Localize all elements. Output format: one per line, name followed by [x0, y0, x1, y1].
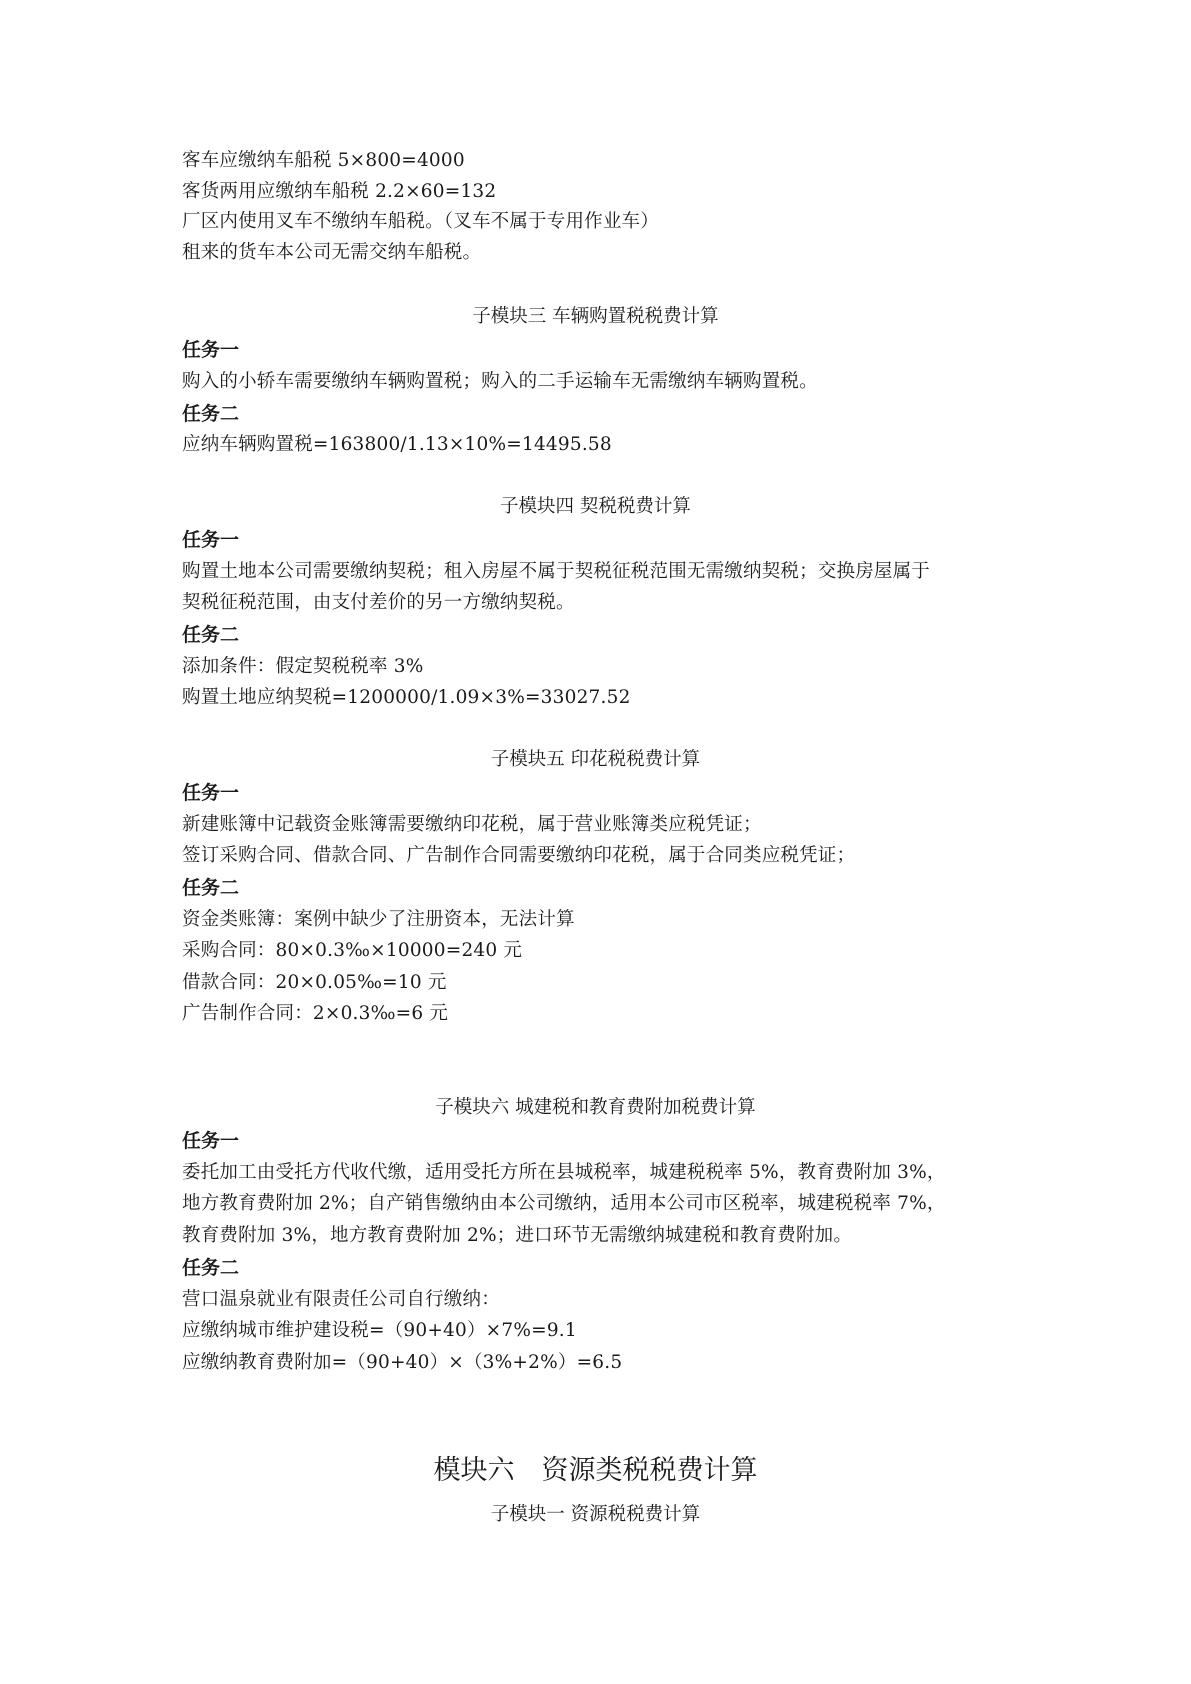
submodule-title: 子模块一 资源税税费计算 — [490, 1504, 701, 1525]
paragraph-line: 客车应缴纳车船税 5×800=4000 — [182, 150, 465, 171]
paragraph-line: 租来的货车本公司无需交纳车船税。 — [182, 242, 482, 263]
paragraph-line: 厂区内使用叉车不缴纳车船税。（叉车不属于专用作业车） — [182, 211, 659, 232]
task-heading: 任务一 — [182, 529, 240, 551]
paragraph-line: 应纳车辆购置税=163800/1.13×10%=14495.58 — [182, 434, 612, 455]
paragraph-line: 新建账簿中记载资金账簿需要缴纳印花税，属于营业账簿类应税凭证； — [182, 814, 762, 835]
paragraph-line: 应缴纳城市维护建设税=（90+40）×7%=9.1 — [182, 1320, 577, 1341]
submodule-title: 子模块六 城建税和教育费附加税费计算 — [435, 1097, 756, 1118]
submodule-title: 子模块四 契税税费计算 — [500, 496, 691, 517]
task-heading: 任务二 — [182, 403, 240, 425]
task-heading: 任务一 — [182, 782, 240, 804]
task-heading: 任务二 — [182, 1257, 240, 1279]
paragraph-line: 购入的小轿车需要缴纳车辆购置税；购入的二手运输车无需缴纳车辆购置税。 — [182, 371, 818, 392]
paragraph-line: 营口温泉就业有限责任公司自行缴纳： — [182, 1289, 500, 1310]
task-heading: 任务二 — [182, 877, 240, 899]
paragraph-line: 签订采购合同、借款合同、广告制作合同需要缴纳印花税，属于合同类应税凭证； — [182, 845, 856, 866]
submodule-title: 子模块五 印花税税费计算 — [490, 749, 701, 770]
module-title: 模块六 资源类税税费计算 — [433, 1455, 758, 1486]
paragraph-line: 契税征税范围，由支付差价的另一方缴纳契税。 — [182, 592, 575, 613]
task-heading: 任务二 — [182, 624, 240, 646]
paragraph-line: 教育费附加 3%，地方教育费附加 2%；进口环节无需缴纳城建税和教育费附加。 — [182, 1225, 853, 1246]
paragraph-line: 购置土地本公司需要缴纳契税；租入房屋不属于契税征税范围无需缴纳契税；交换房屋属于 — [182, 561, 931, 582]
paragraph-line: 添加条件：假定契税税率 3% — [182, 656, 424, 677]
paragraph-line: 地方教育费附加 2%；自产销售缴纳由本公司缴纳，适用本公司市区税率，城建税税率 7%， — [182, 1193, 946, 1214]
paragraph-line: 客货两用应缴纳车船税 2.2×60=132 — [182, 181, 497, 202]
paragraph-line: 广告制作合同：2×0.3‰=6 元 — [182, 1003, 449, 1024]
paragraph-line: 资金类账簿：案例中缺少了注册资本，无法计算 — [182, 909, 575, 930]
paragraph-line: 借款合同：20×0.05‰=10 元 — [182, 972, 447, 993]
task-heading: 任务一 — [182, 1130, 240, 1152]
paragraph-line: 委托加工由受托方代收代缴，适用受托方所在县城税率，城建税税率 5%，教育费附加 3%， — [182, 1162, 946, 1183]
paragraph-line: 购置土地应纳契税=1200000/1.09×3%=33027.52 — [182, 687, 631, 708]
paragraph-line: 应缴纳教育费附加=（90+40）×（3%+2%）=6.5 — [182, 1352, 623, 1373]
task-heading: 任务一 — [182, 339, 240, 361]
submodule-title: 子模块三 车辆购置税税费计算 — [472, 306, 719, 327]
paragraph-line: 采购合同：80×0.3‰×10000=240 元 — [182, 940, 523, 961]
